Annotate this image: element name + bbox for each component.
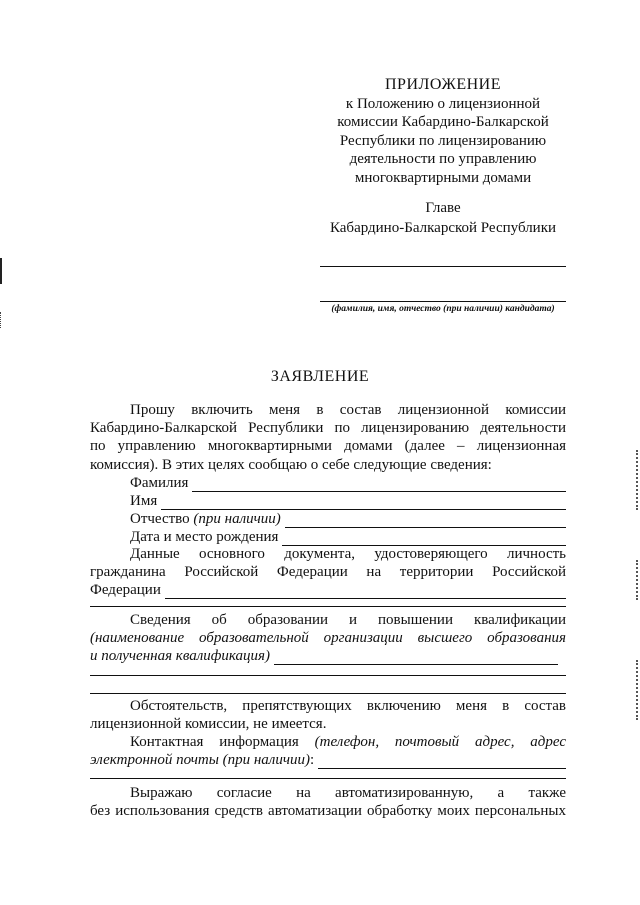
signature-line[interactable] (320, 266, 566, 267)
blank-line[interactable] (90, 693, 566, 694)
appendix-line: комиссии Кабардино-Балкарской (337, 114, 549, 130)
paragraph-line: Сведения об образовании и повышении квалификации (130, 612, 566, 628)
appendix-line: многоквартирными домами (354, 169, 532, 186)
surname-label: Фамилия (130, 475, 189, 491)
signature-caption: (фамилия, имя, отчество (при наличии) кандидата) (331, 304, 555, 314)
blank-line[interactable] (90, 606, 566, 607)
paragraph-line: Обстоятельств, препятствующих включению меня в состав (130, 698, 566, 714)
name-label: Имя (130, 493, 158, 509)
blank-line[interactable] (90, 675, 566, 676)
education-paragraph (90, 611, 566, 647)
patronymic-label: Отчество (при наличии) (130, 511, 281, 527)
paragraph-line: лицензионной комиссии, не имеется. (90, 716, 327, 733)
appendix-title: ПРИЛОЖЕНИЕ (384, 76, 501, 93)
id-document-field[interactable] (90, 581, 566, 599)
education-label: и полученная квалификация) (90, 648, 271, 664)
patronymic-field[interactable] (90, 510, 566, 528)
paragraph-line: Контактная информация (телефон, почтовый адрес, адрес (130, 734, 566, 750)
surname-input-line[interactable] (192, 477, 566, 492)
birth-label: Дата и место рождения (130, 529, 279, 545)
paragraph-line: Кабардино-Балкарской Республики по лицензированию деятельности (90, 420, 566, 437)
margin-mark (0, 258, 2, 284)
birth-input-line[interactable] (282, 531, 566, 546)
addressee-line: Кабардино-Балкарской Республики (329, 220, 557, 236)
name-input-line[interactable] (161, 495, 566, 510)
contact-paragraph (90, 733, 566, 751)
id-document-input-line[interactable] (165, 584, 566, 599)
paragraph-line: (наименование образовательной организации высшего образования (90, 630, 566, 647)
right-margin-mark (636, 450, 640, 510)
paragraph-line: по управлению многоквартирными домами (далее – лицензионная (90, 438, 566, 455)
paragraph-line: гражданина Российской Федерации на территории Российской (90, 564, 566, 581)
addressee-block (318, 198, 568, 238)
appendix-block (318, 76, 568, 187)
circumstances-paragraph (90, 697, 566, 733)
blank-line[interactable] (90, 778, 566, 779)
contact-label: электронной почты (при наличии): (90, 752, 315, 768)
contact-field[interactable] (90, 751, 566, 769)
education-field[interactable] (90, 647, 558, 665)
paragraph-line: комиссия). В этих целях сообщаю о себе следующие сведения: (90, 456, 492, 473)
id-document-paragraph (90, 545, 566, 581)
name-field[interactable] (90, 492, 566, 510)
paragraph-line: без использования средств автоматизации обработку моих персональных (90, 803, 566, 820)
request-paragraph (90, 401, 566, 474)
consent-paragraph (90, 784, 566, 820)
addressee-line: Главе (425, 200, 461, 216)
document-title: ЗАЯВЛЕНИЕ (270, 368, 370, 385)
birth-field[interactable] (90, 528, 566, 546)
right-margin-mark (636, 660, 640, 720)
margin-dots (0, 312, 3, 328)
contact-input-line[interactable] (318, 754, 566, 769)
id-document-label: Федерации (90, 582, 161, 598)
appendix-line: Республики по лицензированию (339, 132, 547, 149)
paragraph-line: Выражаю согласие на автоматизированную, а также (130, 785, 566, 801)
patronymic-input-line[interactable] (285, 513, 566, 528)
education-input-line[interactable] (274, 650, 558, 665)
appendix-line: к Положению о лицензионной (345, 95, 541, 112)
right-margin-mark (636, 560, 640, 600)
appendix-line: деятельности по управлению (349, 151, 537, 167)
paragraph-line: Данные основного документа, удостоверяющего личность (130, 546, 566, 562)
surname-field[interactable] (90, 474, 566, 492)
signature-line[interactable] (320, 301, 566, 302)
paragraph-line: Прошу включить меня в состав лицензионной комиссии (130, 402, 566, 418)
